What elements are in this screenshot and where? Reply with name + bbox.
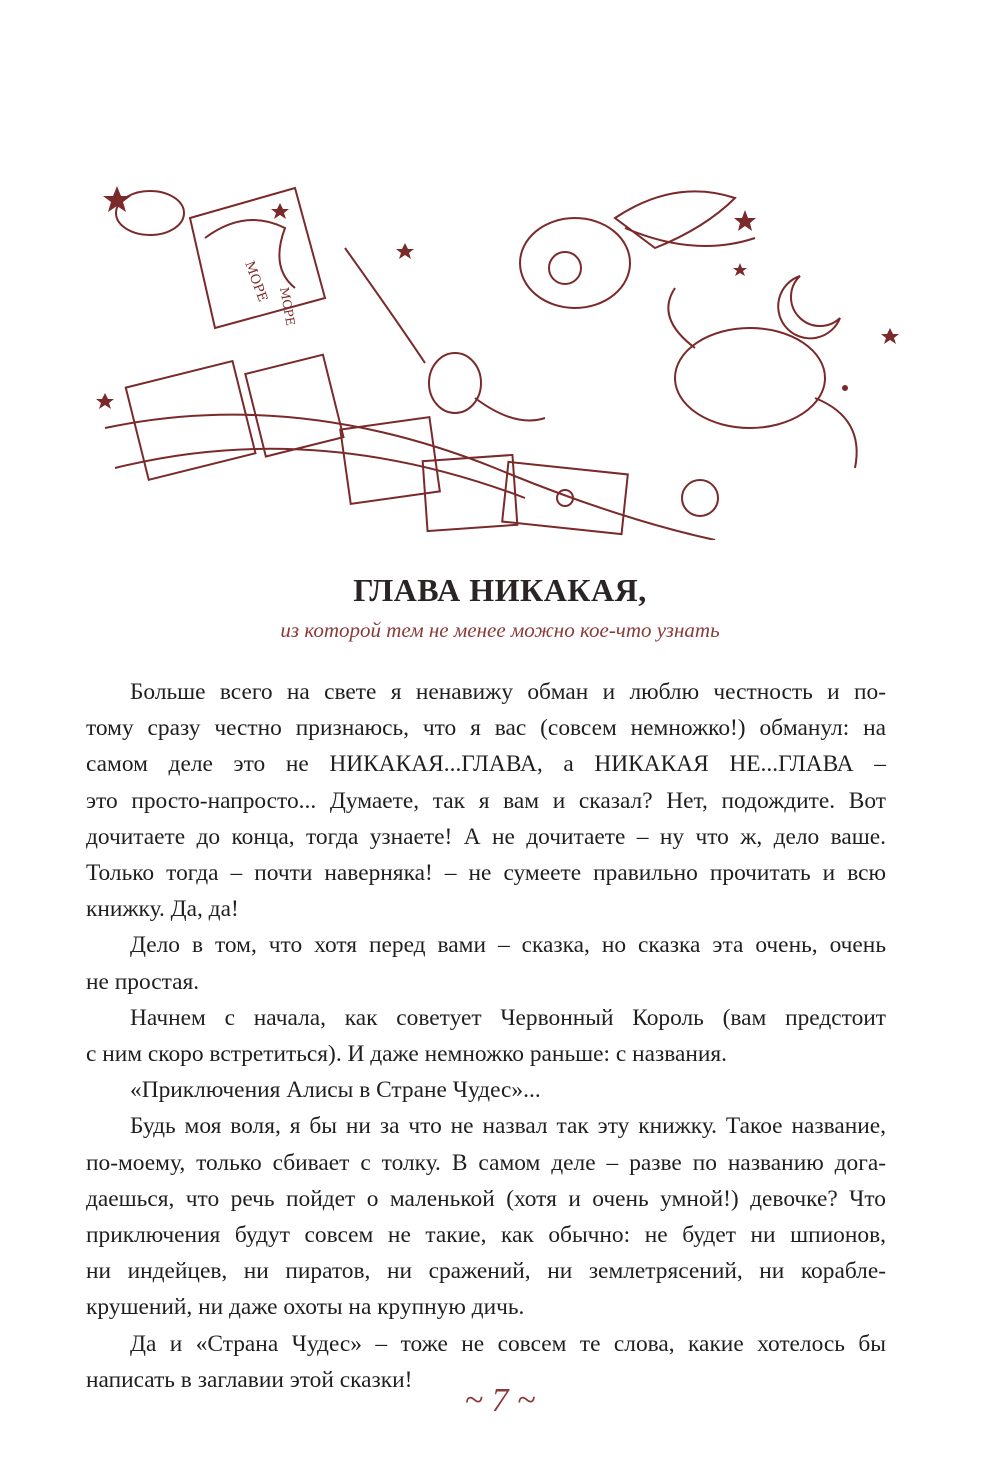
body-text	[86, 674, 886, 1398]
chapter-title: ГЛАВА НИКАКАЯ,	[353, 572, 647, 608]
text-line: Только тогда – почти наверняка! – не сумеете правильно прочитать и всю	[86, 860, 886, 887]
text-line: даешься, что речь пойдет о маленькой (хотя и очень умной!) девочке? Что	[86, 1185, 886, 1212]
text-line: самом деле это не НИКАКАЯ...ГЛАВА, а НИКАКАЯ НЕ...ГЛАВА –	[86, 751, 886, 778]
chapter-subtitle: из которой тем не менее можно кое-что узнать	[280, 618, 720, 642]
text-line: Больше всего на свете я ненавижу обман и люблю честность и по-	[130, 679, 886, 705]
text-line: Да и «Страна Чудес» – тоже не совсем те слова, какие хотелось бы	[130, 1330, 886, 1357]
text-line: по-моему, только сбивает с толку. В самом деле – разве по названию дога-	[86, 1149, 886, 1176]
text-line: не простая.	[86, 968, 200, 995]
svg-text:МОРЕ: МОРЕ	[277, 286, 298, 327]
text-line: Будь моя воля, я бы ни за что не назвал так эту книжку. Такое название,	[130, 1113, 886, 1140]
text-line: ни индейцев, ни пиратов, ни сражений, ни землетрясений, ни кораблe-	[86, 1258, 886, 1285]
text-line: дочитаете до конца, тогда узнаете! А не дочитаете – ну что ж, дело ваше.	[86, 823, 886, 850]
text-line: Дело в том, что хотя перед вами – сказка, но сказка эта очень, очень	[130, 932, 886, 959]
text-line: книжку. Да, да!	[86, 896, 239, 923]
text-line: это просто-напросто... Думаете, так я вам и сказал? Нет, подождите. Вот	[86, 787, 886, 814]
text-line: приключения будут совсем не такие, как обычно: не будет ни шпионов,	[86, 1222, 886, 1249]
text-line: Начнем с начала, как советует Червонный Король (вам предстоит	[130, 1004, 886, 1031]
text-line: крушений, ни даже охоты на крупную дичь.	[86, 1294, 525, 1321]
text-line: тому сразу честно признаюсь, что я вас (совсем немножко!) обманул: на	[86, 715, 886, 742]
text-line: написать в заглавии этой сказки!	[86, 1366, 413, 1393]
svg-text:МОРЕ: МОРЕ	[241, 259, 270, 305]
text-line: с ним скоро встретиться). И даже немножко раньше: с названия.	[86, 1041, 727, 1068]
illustration-icon	[95, 168, 907, 540]
chapter-illustration	[95, 168, 907, 540]
page-number: ~ 7 ~	[464, 1382, 536, 1419]
text-line: «Приключения Алисы в Стране Чудес»...	[130, 1077, 541, 1104]
